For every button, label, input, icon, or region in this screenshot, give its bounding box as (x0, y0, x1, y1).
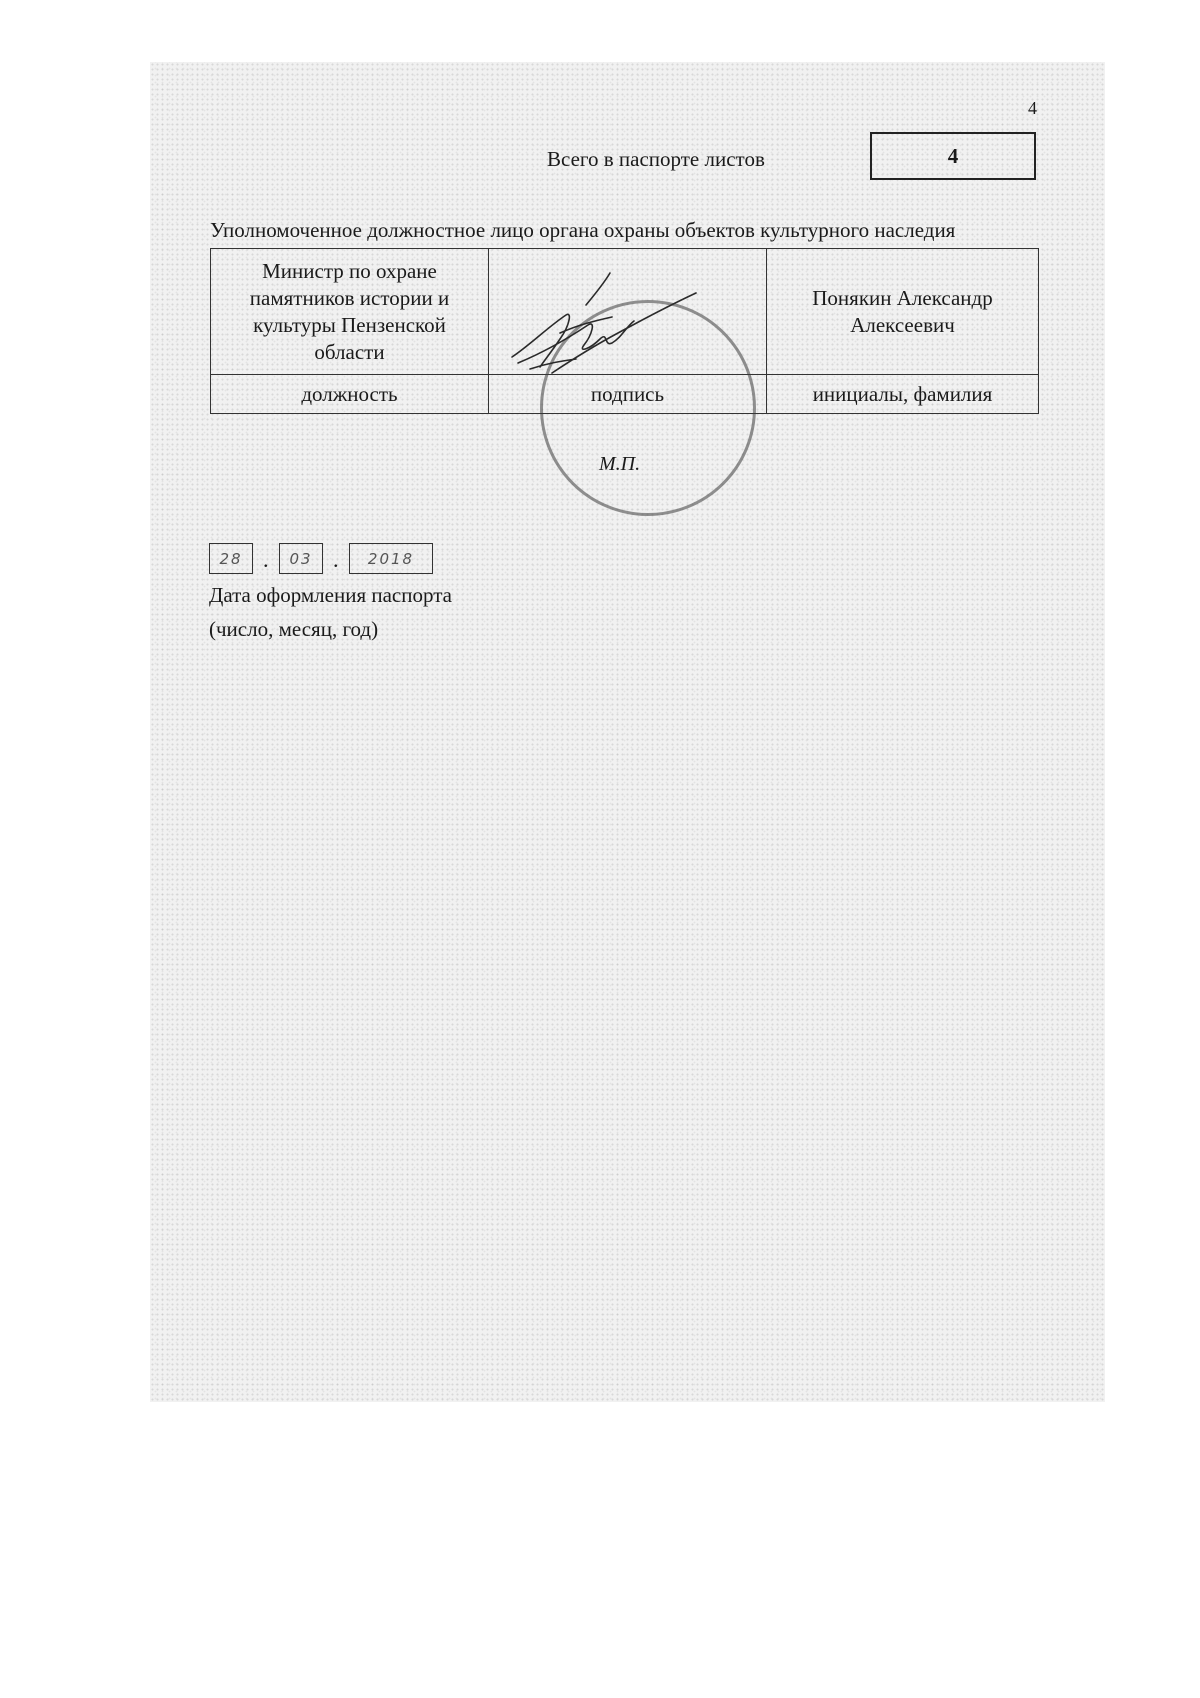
date-month-box: 03 (279, 543, 323, 574)
date-caption-line1: Дата оформления паспорта (209, 583, 452, 607)
total-sheets-label: Всего в паспорте листов (547, 147, 765, 171)
stamp-label: М.П. (599, 453, 641, 475)
name-label: инициалы, фамилия (767, 375, 1039, 414)
total-sheets-box (870, 132, 1036, 180)
signature-cell (489, 249, 767, 375)
date-year-box: 2018 (349, 543, 433, 574)
table-row (211, 249, 1039, 375)
date-day-box: 28 (209, 543, 253, 574)
signature-label: подпись (489, 375, 767, 414)
position-cell: Министр по охране памятников истории и культуры Пензенской области (211, 249, 489, 375)
date-separator: . (263, 547, 269, 572)
date-caption (209, 578, 452, 646)
position-label: должность (211, 375, 489, 414)
table-row (211, 375, 1039, 414)
date-separator: . (333, 547, 339, 572)
page-number: 4 (1028, 98, 1037, 118)
date-caption-line2: (число, месяц, год) (209, 617, 379, 641)
signature-table (210, 248, 1039, 414)
total-sheets-value: 4 (947, 143, 959, 168)
official-heading: Уполномоченное должностное лицо органа охраны объектов культурного наследия (210, 218, 956, 242)
name-cell: Понякин Александр Алексеевич (767, 249, 1039, 375)
